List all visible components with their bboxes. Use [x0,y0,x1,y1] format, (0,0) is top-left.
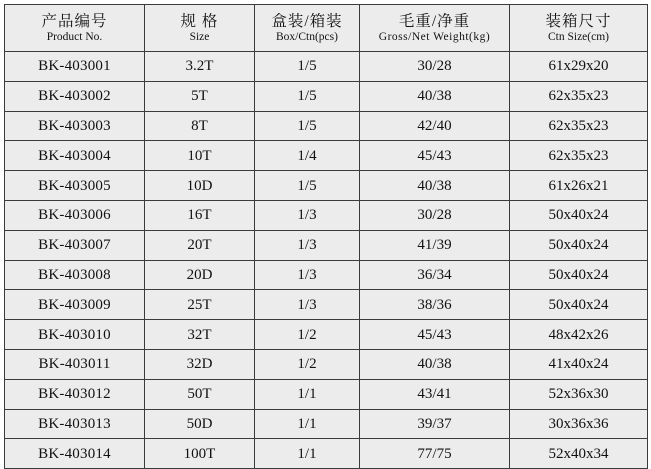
column-header-ctn-size-en: Ctn Size(cm) [548,30,609,43]
cell-weight: 45/43 [360,320,510,350]
table-row [5,230,648,260]
cell-ctn-size: 52x40x34 [510,439,648,469]
table-row [5,409,648,439]
cell-box-ctn: 1/3 [255,290,360,320]
cell-product-no: BK-403008 [5,260,145,290]
cell-size: 20D [145,260,255,290]
cell-box-ctn: 1/5 [255,52,360,82]
cell-size: 50T [145,379,255,409]
table-row [5,141,648,171]
table-row [5,439,648,469]
cell-ctn-size: 48x42x26 [510,320,648,350]
cell-size: 5T [145,81,255,111]
column-header-weight-en: Gross/Net Weight(kg) [378,30,491,43]
cell-box-ctn: 1/5 [255,171,360,201]
cell-ctn-size: 50x40x24 [510,260,648,290]
cell-ctn-size: 30x36x36 [510,409,648,439]
cell-box-ctn: 1/3 [255,200,360,230]
table-header [5,5,648,52]
cell-product-no: BK-403010 [5,320,145,350]
cell-product-no: BK-403009 [5,290,145,320]
cell-product-no: BK-403002 [5,81,145,111]
cell-product-no: BK-403005 [5,171,145,201]
product-specification-table [4,4,648,469]
table-header-row [5,5,648,52]
cell-ctn-size: 61x29x20 [510,52,648,82]
cell-box-ctn: 1/5 [255,111,360,141]
table-row [5,260,648,290]
column-header-weight [360,5,510,52]
table-row [5,171,648,201]
column-header-box-ctn-cn: 盒装/箱装 [271,12,343,30]
column-header-size-cn: 规 格 [180,12,219,30]
cell-product-no: BK-403012 [5,379,145,409]
cell-ctn-size: 62x35x23 [510,141,648,171]
cell-box-ctn: 1/1 [255,379,360,409]
cell-size: 50D [145,409,255,439]
cell-weight: 42/40 [360,111,510,141]
column-header-box-ctn-en: Box/Ctn(pcs) [276,30,338,43]
cell-size: 10T [145,141,255,171]
cell-weight: 41/39 [360,230,510,260]
cell-product-no: BK-403014 [5,439,145,469]
column-header-product-no-en: Product No. [46,30,103,43]
cell-product-no: BK-403011 [5,349,145,379]
cell-box-ctn: 1/4 [255,141,360,171]
column-header-product-no-cn: 产品编号 [41,12,108,30]
cell-ctn-size: 50x40x24 [510,290,648,320]
cell-weight: 40/38 [360,171,510,201]
cell-size: 32D [145,349,255,379]
table-row [5,320,648,350]
cell-box-ctn: 1/2 [255,349,360,379]
cell-box-ctn: 1/3 [255,230,360,260]
column-header-product-no [5,5,145,52]
column-header-box-ctn [255,5,360,52]
cell-size: 32T [145,320,255,350]
cell-weight: 36/34 [360,260,510,290]
column-header-weight-cn: 毛重/净重 [398,12,471,30]
cell-size: 8T [145,111,255,141]
cell-ctn-size: 41x40x24 [510,349,648,379]
cell-box-ctn: 1/5 [255,81,360,111]
table-row [5,349,648,379]
cell-weight: 39/37 [360,409,510,439]
cell-product-no: BK-403001 [5,52,145,82]
cell-weight: 45/43 [360,141,510,171]
table-row [5,111,648,141]
cell-weight: 30/28 [360,52,510,82]
cell-product-no: BK-403007 [5,230,145,260]
column-header-ctn-size [510,5,648,52]
cell-box-ctn: 1/1 [255,409,360,439]
cell-box-ctn: 1/2 [255,320,360,350]
cell-ctn-size: 50x40x24 [510,230,648,260]
cell-ctn-size: 62x35x23 [510,111,648,141]
cell-weight: 40/38 [360,349,510,379]
table-body [5,52,648,469]
table-row [5,200,648,230]
cell-weight: 38/36 [360,290,510,320]
cell-product-no: BK-403006 [5,200,145,230]
cell-weight: 43/41 [360,379,510,409]
table-row [5,52,648,82]
cell-ctn-size: 62x35x23 [510,81,648,111]
column-header-size [145,5,255,52]
cell-size: 16T [145,200,255,230]
cell-size: 10D [145,171,255,201]
cell-weight: 40/38 [360,81,510,111]
cell-product-no: BK-403013 [5,409,145,439]
cell-size: 25T [145,290,255,320]
cell-product-no: BK-403004 [5,141,145,171]
cell-ctn-size: 50x40x24 [510,200,648,230]
column-header-size-en: Size [189,30,210,43]
cell-weight: 77/75 [360,439,510,469]
table-row [5,290,648,320]
cell-box-ctn: 1/3 [255,260,360,290]
cell-size: 3.2T [145,52,255,82]
column-header-ctn-size-cn: 装箱尺寸 [545,12,612,30]
cell-product-no: BK-403003 [5,111,145,141]
cell-size: 100T [145,439,255,469]
cell-ctn-size: 61x26x21 [510,171,648,201]
cell-weight: 30/28 [360,200,510,230]
table-row [5,81,648,111]
cell-size: 20T [145,230,255,260]
cell-ctn-size: 52x36x30 [510,379,648,409]
table-row [5,379,648,409]
cell-box-ctn: 1/1 [255,439,360,469]
